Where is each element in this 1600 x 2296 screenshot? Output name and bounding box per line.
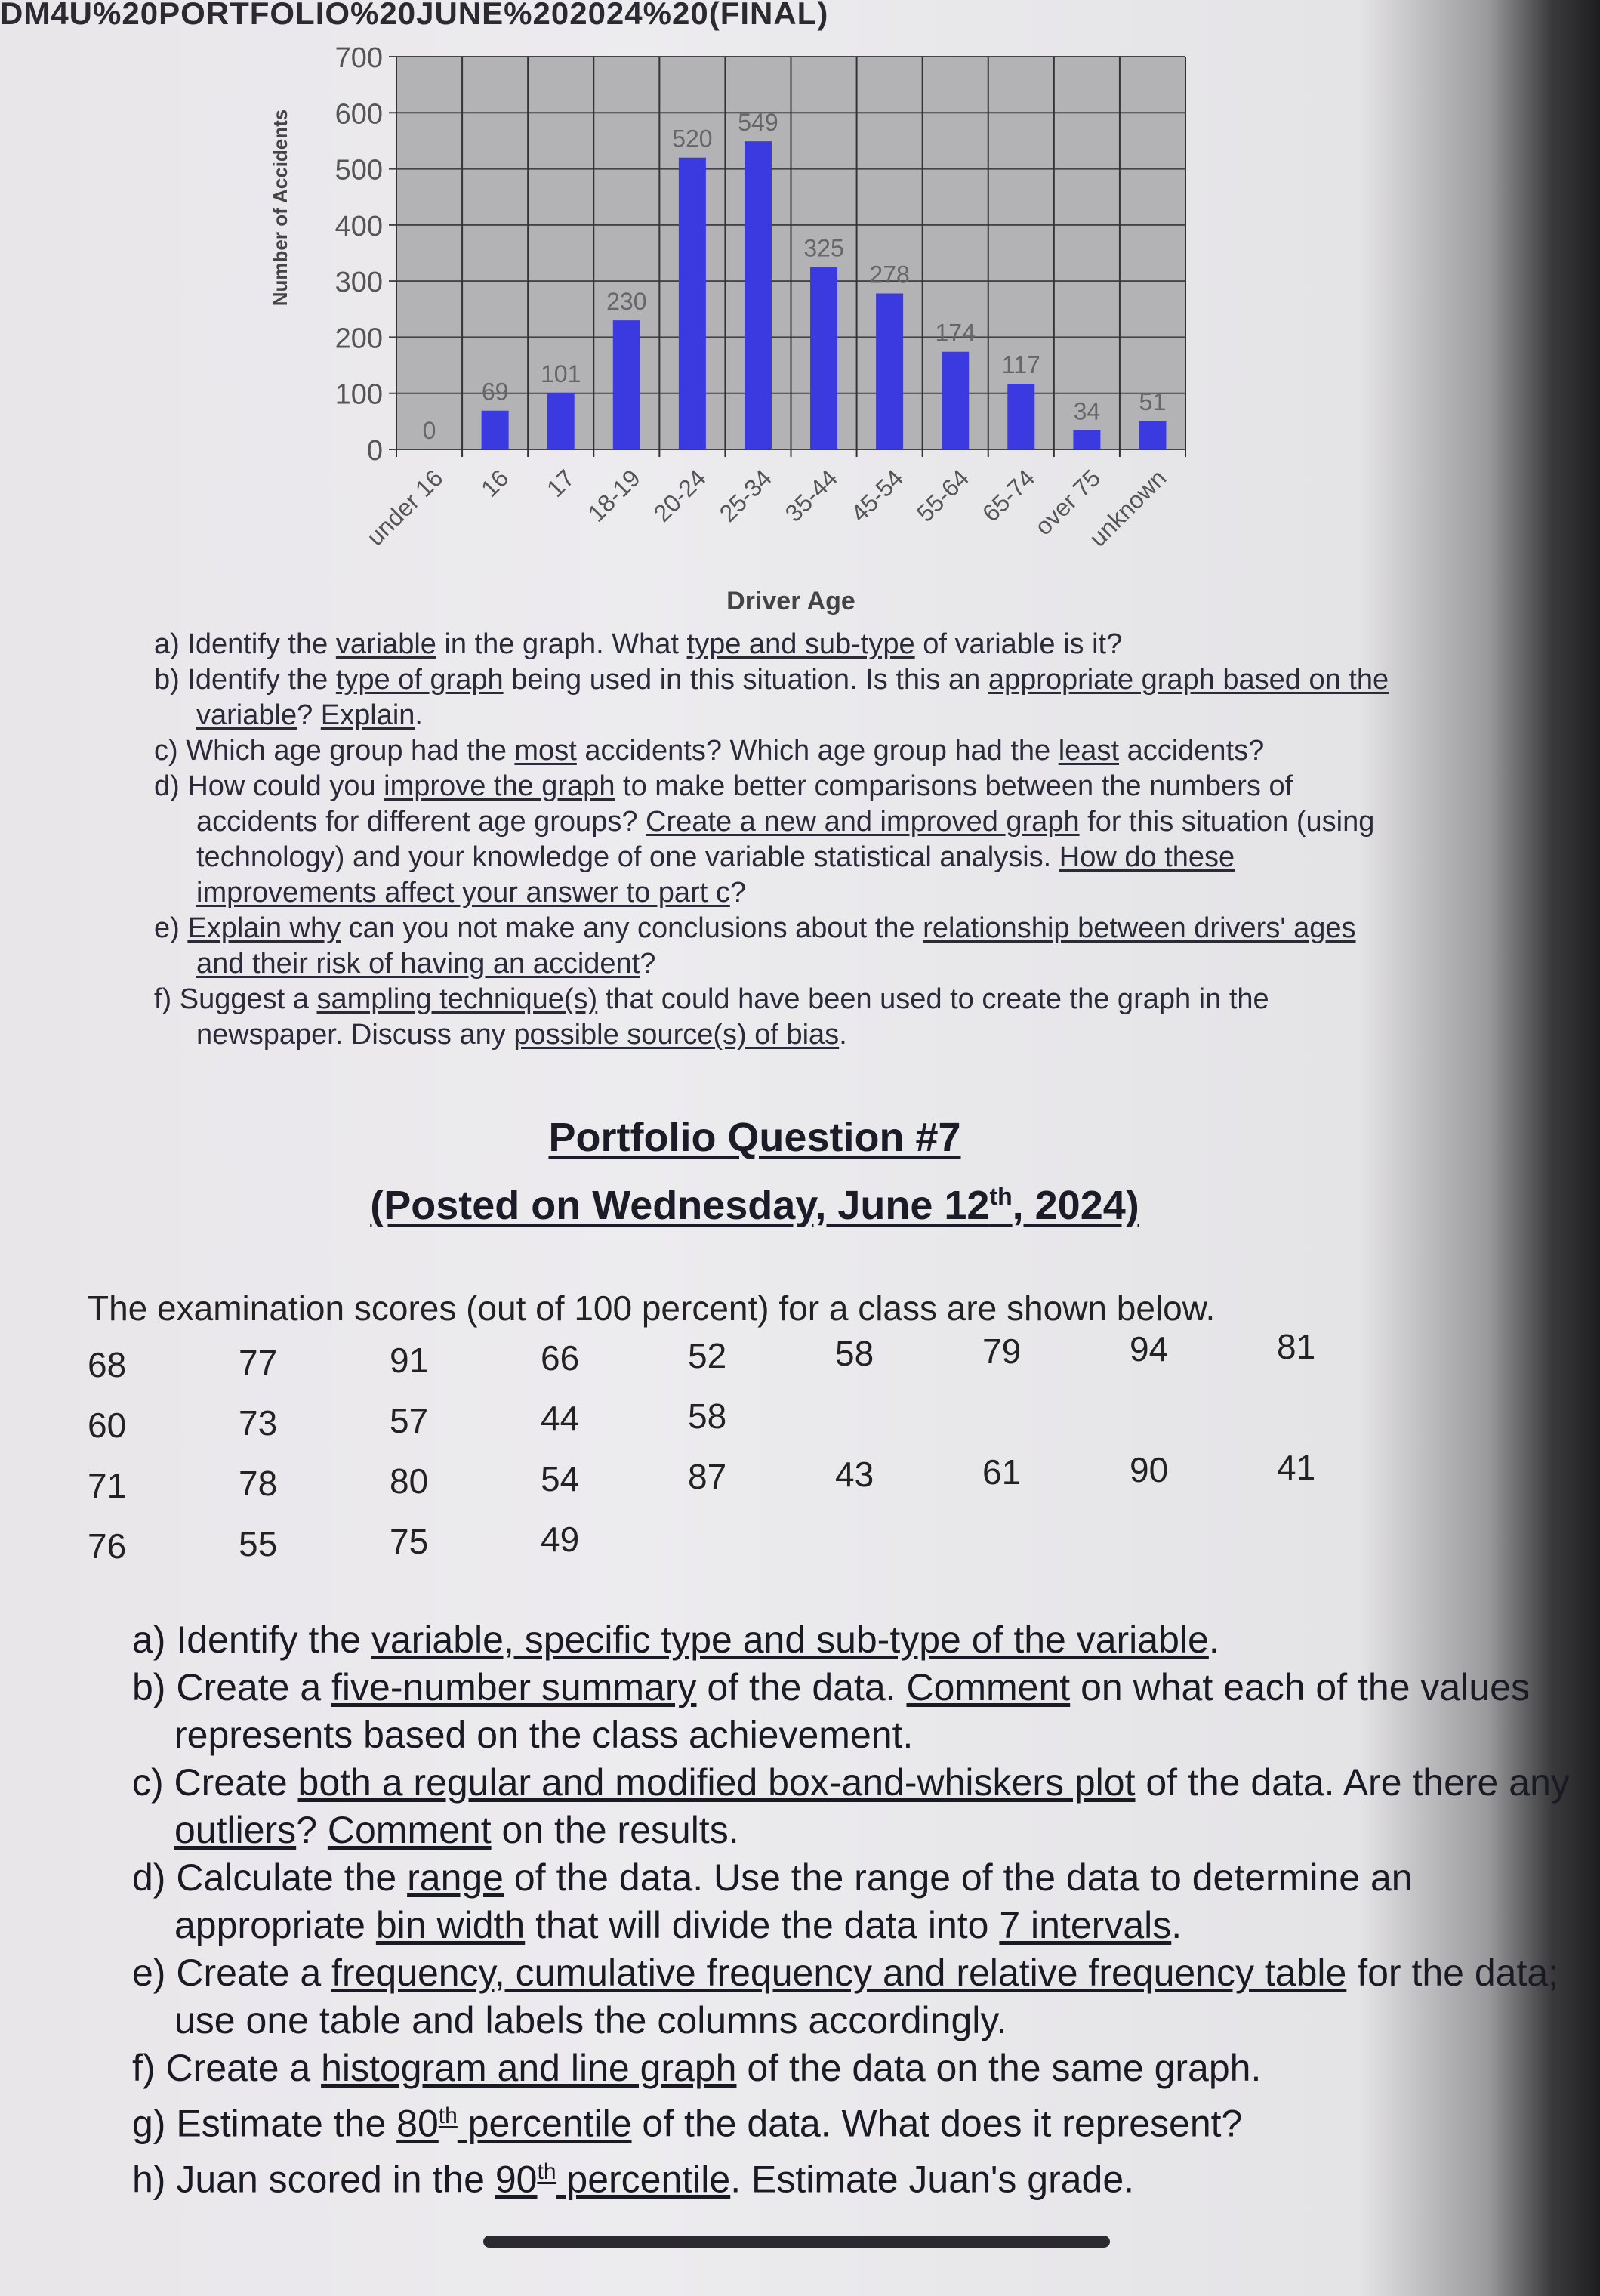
score-value: 80 [390,1461,429,1501]
y-tick-label: 700 [334,45,383,74]
question-item [132,2044,1582,2092]
underlined-text: variable, specific type and sub-type of the variable [371,1619,1209,1661]
question-label: d) [132,1856,177,1899]
question-label: f) [154,983,180,1015]
underlined-text: th [438,2103,458,2128]
bar-unknown [1139,421,1166,449]
underlined-text: variable [335,628,436,660]
question-item [154,982,1407,1053]
underlined-text: both a regular and modified box-and-whiskers plot [297,1761,1136,1804]
score-value: 71 [88,1466,127,1505]
y-tick-label: 500 [334,154,383,187]
question-item [154,627,1407,662]
underlined-text: How do these improvements affect your answer to part c [196,841,1235,909]
x-tick-label: 18-19 [582,464,646,527]
score-value: 43 [835,1455,874,1494]
question-text: for the data; use one table and labels the columns accordingly. [174,1952,1559,2041]
data-label: 0 [422,417,436,444]
question-label: a) [132,1619,177,1661]
underlined-text: 90 [495,2158,538,2201]
question-item [132,1854,1582,1949]
underlined-text: Comment [327,1809,492,1851]
underlined-text: 80 [396,2102,439,2145]
question-text: to make better comparisons between the numbers of accidents for different age groups? [196,770,1293,838]
question-text: in the graph. What [436,628,687,660]
question-label: g) [132,2102,177,2145]
underlined-text: 7 intervals [999,1904,1172,1946]
question-text: Identify the [176,1619,371,1661]
posted-date [0,1182,1555,1229]
posted-sup: th [989,1183,1013,1210]
question-item [132,2148,1582,2204]
posted-prefix: (Posted on Wednesday, June 12 [370,1183,990,1228]
y-tick-label: 100 [334,378,383,411]
score-value: 66 [541,1338,580,1378]
score-value: 94 [1130,1329,1169,1369]
score-value: 73 [239,1403,278,1443]
question-text: of variable is it? [914,628,1123,660]
question-label: b) [154,664,188,696]
question-text: Create [174,1761,298,1804]
underlined-text: relationship between drivers' ages and their risk of having an accident [196,912,1356,980]
question-text: How could you [187,770,384,802]
data-label: 101 [541,360,581,387]
chart-questions [154,627,1407,1053]
x-tick-label: 16 [475,464,514,503]
data-label: 51 [1139,388,1167,416]
y-tick-label: 300 [334,267,383,299]
question-item [132,1616,1582,1664]
question-text: ? [729,877,746,909]
x-tick-label: 65-74 [976,464,1040,527]
x-tick-label: 55-64 [911,464,975,527]
portfolio-heading: Portfolio Question #7 [548,1115,961,1160]
x-tick-label: 20-24 [648,464,711,527]
data-label: 520 [672,125,713,153]
x-tick-label: unknown [1084,464,1172,552]
bar-55-64 [942,352,969,449]
question-text: ? [297,699,321,731]
question-item [154,662,1407,733]
score-value: 60 [88,1406,127,1445]
question-text: for this situation (using technology) and your knowledge of one variable statistical analysis. [196,806,1375,873]
question-text: that will divide the data into [525,1904,1000,1946]
underlined-text: Comment [906,1666,1071,1708]
x-tick-label: over 75 [1029,464,1106,541]
bar-35-44 [810,267,837,449]
score-value: 57 [390,1401,429,1440]
question-label: c) [132,1761,174,1804]
question-text: of the data. [696,1666,907,1708]
underlined-text: least [1058,735,1120,767]
question-text: Suggest a [179,983,317,1015]
bar-16 [482,411,509,449]
question-text: Create a [176,1952,332,1994]
question-text: . [415,699,423,731]
score-value: 58 [835,1334,874,1373]
underlined-text: type of graph [335,664,504,696]
score-value: 61 [982,1452,1022,1492]
score-value: 54 [541,1459,580,1498]
score-value: 44 [541,1399,580,1438]
question-text: can you not make any conclusions about the [341,912,923,944]
score-value: 68 [88,1345,127,1384]
score-value: 77 [239,1343,278,1382]
bar-45-54 [876,293,903,449]
underlined-text: type and sub-type [686,628,915,660]
score-value: 81 [1277,1327,1316,1366]
question-text: ? [640,948,656,980]
question-text: on the results. [491,1809,739,1851]
question-label: a) [154,628,188,660]
question-item [132,1949,1582,2044]
x-tick-label: 17 [541,464,580,503]
question-label: b) [132,1666,177,1708]
bar-65-74 [1007,384,1034,449]
question-text: Juan scored in the [176,2158,495,2201]
question-text: ? [296,1809,328,1851]
question-item [154,911,1407,982]
data-label: 278 [869,261,910,289]
bar-17 [547,393,575,449]
question-text: on what each of the values represents based on the class achievement. [174,1666,1530,1756]
data-label: 325 [803,234,844,262]
scroll-indicator[interactable] [483,2236,1110,2248]
question-text: Estimate the [176,2102,397,2145]
score-value: 79 [982,1332,1022,1371]
underlined-text: most [514,735,577,767]
question-item [154,733,1407,769]
y-tick-label: 200 [334,322,383,355]
bar-over-75 [1073,430,1100,449]
underlined-text: Explain why [187,912,341,944]
bar-20-24 [679,158,706,449]
data-label: 117 [1001,351,1040,379]
question-text: that could have been used to create the graph in the newspaper. Discuss any [196,983,1269,1051]
y-tick-label: 400 [334,210,383,242]
score-value: 75 [390,1522,429,1561]
underlined-text: sampling technique(s) [316,983,598,1015]
score-value: 91 [390,1341,429,1380]
data-label: 34 [1073,397,1101,425]
question-text: . [1208,1619,1219,1661]
question-item [132,1664,1582,1759]
underlined-text: percentile [556,2158,731,2201]
question-label: e) [132,1952,177,1994]
underlined-text: possible source(s) of bias [513,1019,840,1051]
question-text: Which age group had the [186,735,515,767]
question-label: e) [154,912,188,944]
question-text: accidents? [1119,735,1265,767]
data-label: 549 [738,109,778,137]
underlined-text: percentile [457,2102,632,2145]
question-text: . Estimate Juan's grade. [730,2158,1135,2201]
question-text: Identify the [187,664,336,696]
question-text: . [839,1019,847,1051]
question-text: being used in this situation. Is this an [503,664,988,696]
underlined-text: bin width [375,1904,526,1946]
question-text: Create a [176,1666,332,1708]
x-axis-title: Driver Age [726,587,855,616]
x-tick-label: under 16 [361,464,449,551]
question-item [132,2092,1582,2148]
y-tick-label: 0 [366,435,383,467]
question-text: accidents? Which age group had the [576,735,1059,767]
x-tick-label: 45-54 [845,464,909,527]
score-value: 90 [1130,1450,1169,1489]
score-value: 87 [688,1457,727,1496]
underlined-text: improve the graph [384,770,615,802]
score-value: 52 [688,1336,727,1375]
question-item [132,1759,1582,1854]
bar-18-19 [613,320,640,449]
question-label: d) [154,770,188,802]
scores-intro: The examination scores (out of 100 percent) for a class are shown below. [88,1288,1216,1328]
question-text: of the data on the same graph. [736,2047,1262,2089]
document-title: DM4U%20PORTFOLIO%20JUNE%202024%20(FINAL) [0,0,829,31]
question-item [154,769,1407,911]
question-text: of the data. Use the range of the data to determine an appropriate [174,1856,1413,1946]
scores-questions [132,1616,1582,2203]
question-text: of the data. What does it represent? [631,2102,1243,2145]
score-value: 41 [1277,1448,1316,1487]
data-label: 230 [606,288,647,316]
underlined-text: th [537,2159,556,2184]
question-text: . [1171,1904,1182,1946]
underlined-text: histogram and line graph [321,2047,737,2089]
question-text: Identify the [187,628,336,660]
bar-25-34 [745,141,772,449]
accidents-bar-chart [257,45,1238,619]
question-label: h) [132,2158,177,2201]
data-label: 174 [935,319,976,347]
underlined-text: frequency, cumulative frequency and relative frequency table [331,1952,1347,1994]
underlined-text: Explain [320,699,415,731]
data-label: 69 [481,378,509,406]
y-axis-title: Number of Accidents [269,109,291,307]
score-value: 49 [541,1520,580,1559]
score-value: 76 [88,1526,127,1566]
score-value: 58 [688,1396,727,1436]
score-value: 78 [239,1464,278,1503]
question-text: of the data. Are there any [1135,1761,1570,1804]
x-tick-label: 25-34 [714,464,777,527]
question-text: Create a [165,2047,322,2089]
question-label: c) [154,735,187,767]
underlined-text: appropriate graph based on the variable [196,664,1389,731]
underlined-text: outliers [174,1809,297,1851]
underlined-text: five-number summary [331,1666,697,1708]
score-value: 55 [239,1524,278,1563]
question-label: f) [132,2047,166,2089]
question-text: Calculate the [176,1856,408,1899]
underlined-text: Create a new and improved graph [646,806,1080,838]
posted-suffix: , 2024) [1012,1183,1139,1228]
y-tick-label: 600 [334,98,383,131]
underlined-text: range [407,1856,504,1899]
x-tick-label: 35-44 [779,464,843,527]
